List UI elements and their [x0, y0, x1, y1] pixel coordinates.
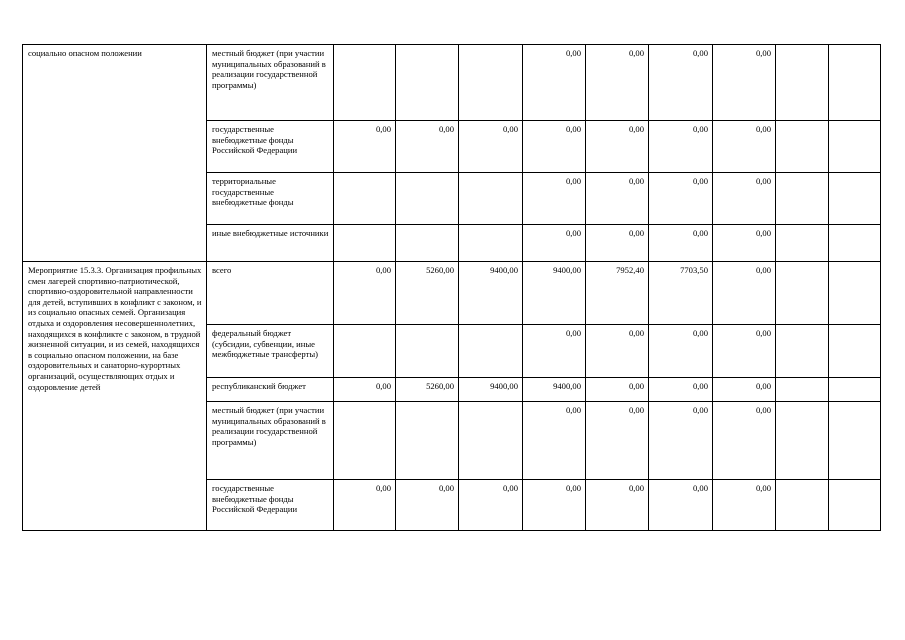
- budget-table: [22, 44, 881, 531]
- amount-cell: 7952,40: [586, 262, 649, 325]
- amount-cell: [334, 225, 396, 262]
- amount-cell: 0,00: [586, 45, 649, 121]
- budget-table-body: [23, 45, 881, 531]
- amount-cell: 0,00: [649, 402, 713, 480]
- amount-cell: 0,00: [334, 480, 396, 531]
- amount-cell: [459, 402, 523, 480]
- amount-cell: 0,00: [459, 121, 523, 173]
- funding-source-cell: государственные внебюджетные фонды Российской Федерации: [207, 121, 334, 173]
- amount-cell: 0,00: [586, 378, 649, 402]
- amount-cell: 0,00: [649, 121, 713, 173]
- amount-cell: 0,00: [649, 45, 713, 121]
- amount-cell: 9400,00: [523, 378, 586, 402]
- amount-cell: [829, 378, 881, 402]
- amount-cell: [776, 480, 829, 531]
- amount-cell: [829, 121, 881, 173]
- amount-cell: [829, 262, 881, 325]
- amount-cell: [829, 225, 881, 262]
- amount-cell: [459, 225, 523, 262]
- program-cell: Мероприятие 15.3.3. Организация профильных смен лагерей спортивно-патриотической, спортивно-оздоровительной направленности для детей, вступивших в конфликт с законом, и из социально опасных семей. Организация отдыха и оздоровления несовершеннолетних, находящихся в конфликте с законом, в трудной жизненной ситуации, и из семей, находящихся в социально опасном положении, на базе оздоровительных и санаторно-курортных организаций, осуществляющих отдых и оздоровление детей: [23, 262, 207, 531]
- amount-cell: 0,00: [396, 121, 459, 173]
- amount-cell: 0,00: [649, 378, 713, 402]
- amount-cell: [396, 225, 459, 262]
- amount-cell: [829, 173, 881, 225]
- amount-cell: 0,00: [649, 225, 713, 262]
- amount-cell: 0,00: [586, 121, 649, 173]
- table-row: [23, 45, 881, 121]
- amount-cell: 0,00: [334, 378, 396, 402]
- amount-cell: 0,00: [713, 325, 776, 378]
- amount-cell: 0,00: [523, 173, 586, 225]
- amount-cell: 0,00: [586, 402, 649, 480]
- funding-source-cell: федеральный бюджет (субсидии, субвенции, иные межбюджетные трансферты): [207, 325, 334, 378]
- amount-cell: 9400,00: [459, 262, 523, 325]
- amount-cell: 0,00: [649, 480, 713, 531]
- amount-cell: [829, 480, 881, 531]
- amount-cell: [776, 262, 829, 325]
- amount-cell: [396, 173, 459, 225]
- amount-cell: 0,00: [586, 173, 649, 225]
- amount-cell: [829, 45, 881, 121]
- amount-cell: 0,00: [523, 480, 586, 531]
- amount-cell: [334, 402, 396, 480]
- amount-cell: 0,00: [396, 480, 459, 531]
- amount-cell: [776, 378, 829, 402]
- program-cell: социально опасном положении: [23, 45, 207, 262]
- funding-source-cell: местный бюджет (при участии муниципальных образований в реализации государственной программы): [207, 45, 334, 121]
- amount-cell: [334, 325, 396, 378]
- amount-cell: 9400,00: [459, 378, 523, 402]
- funding-source-cell: территориальные государственные внебюджетные фонды: [207, 173, 334, 225]
- amount-cell: 5260,00: [396, 378, 459, 402]
- amount-cell: 0,00: [713, 45, 776, 121]
- amount-cell: [334, 173, 396, 225]
- amount-cell: 0,00: [713, 121, 776, 173]
- amount-cell: 0,00: [713, 402, 776, 480]
- amount-cell: 0,00: [523, 121, 586, 173]
- amount-cell: 0,00: [586, 325, 649, 378]
- table-row: [23, 262, 881, 325]
- funding-source-cell: республиканский бюджет: [207, 378, 334, 402]
- amount-cell: [334, 45, 396, 121]
- amount-cell: 0,00: [523, 225, 586, 262]
- amount-cell: [776, 225, 829, 262]
- amount-cell: 0,00: [713, 262, 776, 325]
- amount-cell: [776, 325, 829, 378]
- amount-cell: [396, 45, 459, 121]
- amount-cell: 0,00: [649, 325, 713, 378]
- amount-cell: 5260,00: [396, 262, 459, 325]
- amount-cell: 7703,50: [649, 262, 713, 325]
- amount-cell: [396, 402, 459, 480]
- amount-cell: [776, 121, 829, 173]
- funding-source-cell: государственные внебюджетные фонды Российской Федерации: [207, 480, 334, 531]
- amount-cell: 0,00: [523, 402, 586, 480]
- amount-cell: [459, 173, 523, 225]
- amount-cell: 0,00: [334, 121, 396, 173]
- amount-cell: 0,00: [713, 480, 776, 531]
- amount-cell: [776, 402, 829, 480]
- amount-cell: [829, 402, 881, 480]
- amount-cell: 9400,00: [523, 262, 586, 325]
- amount-cell: 0,00: [713, 225, 776, 262]
- amount-cell: 0,00: [334, 262, 396, 325]
- funding-source-cell: местный бюджет (при участии муниципальных образований в реализации государственной программы): [207, 402, 334, 480]
- amount-cell: [829, 325, 881, 378]
- amount-cell: [459, 45, 523, 121]
- amount-cell: 0,00: [523, 45, 586, 121]
- amount-cell: 0,00: [459, 480, 523, 531]
- amount-cell: 0,00: [586, 225, 649, 262]
- funding-source-cell: иные внебюджетные источники: [207, 225, 334, 262]
- amount-cell: [776, 45, 829, 121]
- amount-cell: [776, 173, 829, 225]
- amount-cell: 0,00: [523, 325, 586, 378]
- amount-cell: 0,00: [649, 173, 713, 225]
- amount-cell: 0,00: [713, 173, 776, 225]
- amount-cell: 0,00: [713, 378, 776, 402]
- amount-cell: 0,00: [586, 480, 649, 531]
- amount-cell: [396, 325, 459, 378]
- amount-cell: [459, 325, 523, 378]
- funding-source-cell: всего: [207, 262, 334, 325]
